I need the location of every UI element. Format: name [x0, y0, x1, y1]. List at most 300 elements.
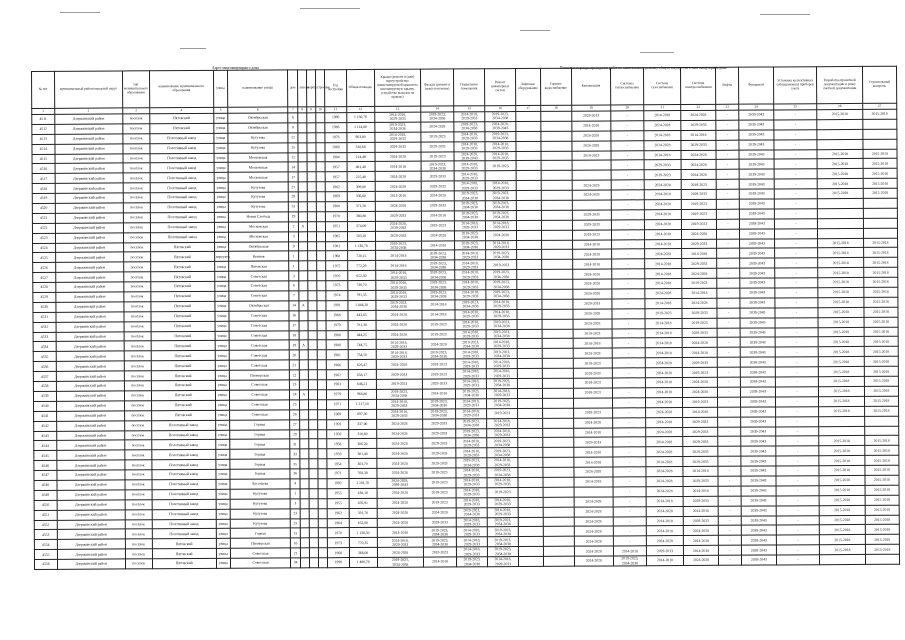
cell-basement: 2024-2028, 2039-2043	[454, 151, 485, 161]
cell-lifts: -	[716, 130, 739, 140]
cell-roof: 2024-2028	[376, 310, 422, 320]
cell-heat: -	[613, 487, 646, 497]
cell-roof: 2024-2028	[377, 488, 423, 498]
cell-hot	[541, 151, 572, 161]
cell-control: 2015-2018	[863, 258, 897, 268]
cell-heat: -	[611, 210, 644, 220]
column-number: 21	[644, 105, 681, 111]
cell-lifts: -	[718, 417, 741, 427]
cell-basement: 2019-2023, 2034-2038	[455, 240, 486, 250]
cell-settlement: Полотняный завод	[150, 133, 214, 143]
cell-empty	[316, 212, 325, 222]
cell-hot	[542, 299, 573, 309]
cell-meters: -	[776, 535, 819, 545]
cell-roof: 2024-2028	[376, 359, 422, 369]
cell-empty	[308, 409, 317, 419]
cell-hot	[542, 388, 573, 398]
cell-year: 1958	[327, 439, 349, 449]
cell-design: 2015-2018	[818, 268, 863, 278]
cell-facade: 2019-2023, 2034-2038	[423, 537, 456, 547]
cell-type: посёлок	[123, 173, 150, 183]
cell-year: 1955	[327, 498, 349, 508]
cell-lift	[516, 151, 541, 161]
cell-district: Дзержинский район	[57, 539, 125, 549]
cell-gas: 2024-2028	[644, 140, 681, 150]
cell-year: 1955	[327, 488, 349, 498]
cell-area: 371,50	[347, 201, 375, 211]
cell-design	[819, 416, 864, 426]
column-number: 22	[681, 104, 716, 110]
cell-area: 318,60	[347, 142, 375, 152]
cell-house: 1	[290, 489, 300, 499]
cell-street: Новая Слобода	[228, 212, 288, 222]
cell-eng: 2019-2023, 2034-2038	[487, 398, 518, 408]
cell-settlement: Пятовский	[149, 113, 213, 123]
cell-street_type: улица	[216, 499, 230, 509]
cell-basement: 2014-2018, 2029-2033	[456, 438, 487, 448]
cell-house: 17	[289, 321, 299, 331]
cell-lift	[517, 299, 542, 309]
cell-roof: 2024-2028	[376, 458, 422, 468]
cell-id: 4540	[34, 401, 57, 411]
cell-district: Дзержинский район	[55, 213, 123, 223]
cell-gas: 2014-2018	[644, 190, 681, 200]
cell-type: посёлок	[125, 470, 152, 480]
cell-lifts: -	[717, 268, 740, 278]
column-header: улица	[213, 70, 228, 107]
cell-control	[865, 554, 899, 564]
cell-design: 2015-2018	[819, 465, 864, 475]
cell-type: посёлок	[124, 401, 151, 411]
cell-meters: -	[775, 367, 818, 377]
cell-area: 903,00	[347, 132, 375, 142]
cell-area: 646,21	[348, 379, 376, 389]
cell-eng: 2014-2018, 2029-2033	[486, 388, 517, 398]
cell-design: 2015-2018	[819, 376, 864, 386]
cell-found: 2039-2043	[739, 159, 774, 169]
cell-house: 26	[290, 410, 300, 420]
cell-type: посёлок	[123, 134, 150, 144]
cell-street: Советская	[229, 350, 289, 360]
cell-lit	[298, 142, 306, 152]
column-number: 14	[421, 106, 454, 112]
cell-meters: -	[774, 149, 817, 159]
cell-meters: -	[775, 248, 818, 258]
cell-facade: 2029-2033	[423, 428, 456, 438]
cell-roof: 2024-2028	[377, 518, 423, 528]
cell-meters: -	[776, 555, 819, 565]
cell-control: 2015-2018	[865, 525, 899, 535]
column-header: Лифтовое оборудование	[515, 68, 540, 105]
cell-basement: 2014-2018, 2029-2033	[455, 250, 486, 260]
cell-hot	[543, 467, 574, 477]
cell-found: 2039-2043	[739, 248, 774, 258]
cell-basement: 2014-2018, 2029-2033	[455, 349, 486, 359]
cell-heat: -	[613, 477, 646, 487]
cell-elec: 2019-2023	[683, 397, 718, 407]
cell-district: Дзержинский район	[55, 203, 123, 213]
scan-mark	[180, 48, 206, 49]
cell-type: посёлок	[123, 232, 150, 242]
cell-found: 2039-2043	[740, 308, 775, 318]
cell-year: 1980	[325, 113, 347, 123]
cell-control	[863, 228, 897, 238]
cell-design: 2015-2018	[818, 347, 863, 357]
cell-house: 22	[289, 370, 299, 380]
cell-lift	[516, 111, 541, 121]
cell-design: 2015-2018	[819, 446, 864, 456]
cell-year: 1991	[326, 300, 348, 310]
cell-area: 337,00	[348, 419, 376, 429]
cell-empty	[307, 222, 316, 232]
cell-design: 2015-2018	[819, 505, 864, 515]
cell-gas: 2014-2018	[646, 526, 683, 536]
cell-found: 2039-2043	[741, 466, 776, 476]
cell-control: 2015-2018	[863, 267, 897, 277]
cell-type: посёлок	[125, 430, 152, 440]
cell-basement: 2014-2018, 2029-2033	[455, 359, 486, 369]
column-header: Система электроснабжения	[681, 67, 716, 104]
cell-hot	[540, 111, 571, 121]
cell-lit	[299, 271, 307, 281]
cell-type: посёлок	[123, 213, 150, 223]
cell-basement: 2014-2018, 2029-2033	[456, 478, 487, 488]
cell-street: Советская	[230, 400, 290, 410]
cell-empty	[307, 231, 316, 241]
cell-house: 21	[290, 548, 300, 558]
cell-empty	[307, 301, 316, 311]
cell-settlement: Пятовский	[150, 282, 214, 292]
cell-year: 1984	[325, 152, 347, 162]
cell-basement: 2014-2018, 2029-2033	[456, 448, 487, 458]
cell-district: Дзержинский район	[56, 371, 124, 381]
cell-hot	[543, 497, 574, 507]
cell-hot	[542, 309, 573, 319]
cell-design	[817, 129, 862, 139]
cell-design	[818, 218, 863, 228]
cell-area: 1 114,80	[347, 122, 375, 132]
column-number: 7	[288, 107, 298, 113]
cell-settlement: Полотняный завод	[152, 499, 216, 509]
cell-lifts: -	[718, 516, 741, 526]
cell-found: 2039-2043	[740, 278, 775, 288]
cell-found: 2039-2043	[741, 525, 776, 535]
cell-street_type: улица	[215, 301, 229, 311]
cell-street: Октябрьская	[228, 113, 288, 123]
cell-empty	[308, 449, 317, 459]
cell-eng: 2019-2023, 2034-2038	[487, 537, 518, 547]
cell-settlement: Пятовский	[151, 311, 215, 321]
cell-year: 1959	[327, 419, 349, 429]
cell-district: Дзержинский район	[56, 391, 124, 401]
cell-house: 36	[290, 469, 300, 479]
cell-basement: 2014-2018, 2029-2033	[456, 537, 487, 547]
cell-control: 2015-2018	[863, 248, 897, 258]
cell-lift	[518, 487, 543, 497]
cell-district: Дзержинский район	[57, 500, 125, 510]
cell-sewer: 2029-2033	[573, 437, 612, 447]
cell-street: Советская	[229, 271, 289, 281]
cell-empty	[308, 469, 317, 479]
cell-id: 4534	[33, 342, 56, 352]
cell-lit	[299, 291, 307, 301]
cell-district: Дзержинский район	[57, 480, 125, 490]
cell-year: 1978	[325, 211, 347, 221]
cell-lift	[516, 230, 541, 240]
cell-house: 27	[288, 182, 298, 192]
cell-empty	[307, 261, 316, 271]
cell-sewer: 2024-2028	[573, 309, 612, 319]
cell-street_type: улица	[216, 529, 230, 539]
cell-basement: 2019-2023, 2034-2038	[457, 557, 488, 567]
cell-empty	[308, 350, 317, 360]
cell-roof: 2019-2023, 2034-2038	[377, 557, 423, 567]
column-number: 26	[817, 103, 862, 109]
cell-sewer: 2024-2028	[574, 467, 613, 477]
cell-found: 2039-2043	[741, 486, 776, 496]
cell-lifts: -	[716, 120, 739, 130]
cell-street: Кутузова	[228, 202, 288, 212]
cell-lifts: -	[717, 249, 740, 259]
cell-sewer: 2029-2033	[573, 368, 612, 378]
cell-sewer: 2024-2028	[574, 536, 613, 546]
cell-area: 1 217,10	[348, 399, 376, 409]
cell-type: посёлок	[125, 490, 152, 500]
cell-control: 2015-2018	[863, 188, 897, 198]
cell-hot	[541, 161, 572, 171]
cell-control	[863, 139, 897, 149]
cell-street: Советская	[229, 321, 289, 331]
cell-eng: 2019-2023, 2034-2038	[486, 329, 517, 339]
cell-district: Дзержинский район	[56, 440, 124, 450]
cell-street: Кутузова	[228, 192, 288, 202]
cell-year: 1951	[325, 221, 347, 231]
cell-lit	[301, 558, 309, 568]
cell-sewer: 2024-2028	[573, 418, 612, 428]
cell-control: 2015-2018	[865, 495, 899, 505]
cell-id: 4533	[33, 332, 56, 342]
cell-street_type: улица	[214, 143, 228, 153]
cell-heat: -	[611, 180, 644, 190]
cell-empty	[309, 538, 318, 548]
cell-settlement: Полотняный завод	[150, 222, 214, 232]
cell-basement: 2014-2018, 2029-2033	[454, 132, 485, 142]
cell-basement: 2014-2018, 2029-2033	[456, 488, 487, 498]
cell-heat: -	[611, 239, 644, 249]
cell-empty	[316, 113, 325, 123]
cell-area: 214,40	[347, 152, 375, 162]
cell-elec: 2024-2028	[681, 110, 716, 120]
cell-empty	[309, 528, 318, 538]
cell-basement: 2014-2018, 2029-2033	[455, 270, 486, 280]
cell-eng: 2014-2018, 2029-2033	[487, 557, 518, 567]
cell-empty	[309, 518, 318, 528]
cell-house: 14	[288, 162, 298, 172]
cell-type: посёлок	[123, 223, 150, 233]
cell-district: Дзержинский район	[55, 163, 123, 173]
cell-sewer: 2014-2018	[574, 477, 613, 487]
cell-id: 4516	[32, 164, 55, 174]
cell-found: 2039-2043	[741, 496, 776, 506]
cell-district: Дзержинский район	[57, 519, 125, 529]
cell-meters: -	[775, 317, 818, 327]
cell-type: посёлок	[124, 420, 151, 430]
cell-house: 1	[289, 261, 299, 271]
cell-lift	[518, 458, 543, 468]
cell-gas: 2014-2018	[646, 437, 683, 447]
cell-district: Дзержинский район	[56, 421, 124, 431]
cell-eng: 2019-2023, 2034-2038	[485, 191, 516, 201]
cell-hot	[542, 418, 573, 428]
cell-heat: -	[611, 140, 644, 150]
cell-roof: 2019-2023, 2034-2038	[374, 122, 420, 132]
cell-roof: 2014-2018, 2029-2033	[376, 340, 422, 350]
cell-gas: 2014-2018	[644, 209, 681, 219]
cell-street_type: улица	[215, 400, 229, 410]
cell-settlement: Полотняный завод	[152, 509, 216, 519]
cell-found: 2039-2043	[741, 426, 776, 436]
cell-year: 1968	[326, 251, 348, 261]
cell-empty	[307, 291, 316, 301]
cell-lift	[518, 448, 543, 458]
cell-roof: 2024-2028, 2039-2043	[377, 478, 423, 488]
cell-area: 744,75	[348, 340, 376, 350]
cell-area: 1 130,70	[346, 112, 374, 122]
column-headers	[32, 66, 897, 108]
cell-street_type: улица	[214, 232, 228, 242]
cell-facade: 2019-2023	[423, 468, 456, 478]
cell-year: 1960	[325, 142, 347, 152]
cell-eng: 2019-2023, 2034-2038	[487, 527, 518, 537]
cell-gas: 2014-2018	[644, 229, 681, 239]
cell-id: 4554	[34, 540, 57, 550]
cell-district: Дзержинский район	[57, 559, 125, 569]
cell-hot	[541, 260, 572, 270]
cell-house: 6	[288, 113, 298, 123]
cell-district: Дзержинский район	[55, 154, 123, 164]
cell-area: 481,40	[347, 162, 375, 172]
cell-settlement: Пятовский	[152, 539, 216, 549]
cell-lift	[517, 378, 542, 388]
cell-district: Дзержинский район	[56, 292, 124, 302]
column-header: литера	[298, 70, 306, 107]
cell-roof: 2019-2023, 2034-2038	[375, 241, 421, 251]
cell-id: 4513	[32, 134, 55, 144]
cell-type: посёлок	[124, 282, 151, 292]
cell-empty	[307, 182, 316, 192]
cell-house: 1	[289, 251, 299, 261]
cell-hot	[543, 556, 574, 566]
cell-heat: -	[612, 368, 645, 378]
cell-year: 1971	[327, 469, 349, 479]
cell-street_type: улица	[213, 123, 227, 133]
cell-empty	[308, 479, 317, 489]
cell-eng: 2019-2023	[487, 408, 518, 418]
cell-gas: 2014-2018	[645, 338, 682, 348]
cell-gas: 2014-2018	[644, 111, 681, 121]
column-header: Общая площадь	[346, 69, 374, 106]
cell-eng: 2019-2023, 2034-2038	[486, 270, 517, 280]
cell-basement: 2019-2023, 2034-2038	[456, 428, 487, 438]
column-header: Канализация	[571, 68, 610, 105]
cell-gas: 2014-2018	[645, 298, 682, 308]
cell-found: 2039-2043	[741, 535, 776, 545]
cell-eng: 2019-2023, 2034-2038	[486, 280, 517, 290]
cell-street_type: улица	[216, 459, 230, 469]
cell-meters: -	[776, 406, 819, 416]
cell-basement: 2014-2018, 2029-2033	[456, 497, 487, 507]
cell-id: 4526	[33, 263, 56, 273]
column-number: 19	[571, 105, 610, 111]
cell-lit	[299, 330, 307, 340]
cell-area: 697,30	[348, 409, 376, 419]
cell-year: 1970	[326, 271, 348, 281]
cell-settlement: Пятовский	[150, 252, 214, 262]
cell-year: 1960	[327, 548, 349, 558]
cell-found: 2039-2043	[740, 417, 775, 427]
cell-hot	[541, 141, 572, 151]
cell-lit	[299, 321, 307, 331]
cell-empty	[318, 459, 327, 469]
cell-house: 3	[288, 232, 298, 242]
column-header: строение	[315, 70, 325, 107]
cell-empty	[317, 330, 326, 340]
cell-design: 2015-2018	[820, 525, 865, 535]
cell-area: 360,80	[347, 211, 375, 221]
cell-area: 1 400,70	[349, 557, 377, 567]
cell-street_type: улица	[215, 341, 229, 351]
cell-sewer: 2019-2023	[573, 388, 612, 398]
cell-district: Дзержинский район	[55, 173, 123, 183]
cell-empty	[317, 429, 326, 439]
cell-meters: -	[776, 466, 819, 476]
cell-control: 2015-2018	[864, 366, 898, 376]
cell-lifts: -	[717, 288, 740, 298]
cell-basement: 2019-2023, 2034-2038	[454, 201, 485, 211]
cell-eng: 2019-2023, 2034-2038	[486, 379, 517, 389]
cell-roof: 2014-2018, 2029-2033	[374, 112, 420, 122]
cell-empty	[316, 172, 325, 182]
column-header: муниципальный район/городской округ	[54, 71, 122, 108]
cell-lifts: -	[717, 278, 740, 288]
scan-mark	[60, 12, 100, 13]
cell-empty	[307, 202, 316, 212]
cell-heat: -	[611, 249, 644, 259]
cell-lifts: -	[718, 446, 741, 456]
cell-lift	[518, 477, 543, 487]
cell-street: Советская	[229, 331, 289, 341]
cell-empty	[308, 390, 317, 400]
column-number: 5	[213, 107, 227, 113]
cell-hot	[541, 269, 572, 279]
cell-settlement: Полотняный завод	[151, 420, 215, 430]
cell-district: Дзержинский район	[54, 114, 122, 124]
cell-sewer: 2014-2018	[573, 447, 612, 457]
cell-gas: 2014-2018	[645, 328, 682, 338]
cell-hot	[541, 240, 572, 250]
cell-facade: 2014-2018	[421, 211, 454, 221]
cell-lit	[300, 459, 308, 469]
cell-lit	[299, 311, 307, 321]
cell-lifts: -	[718, 496, 741, 506]
cell-sewer: 2024-2028	[573, 319, 612, 329]
cell-meters: -	[774, 179, 817, 189]
cell-facade: 2019-2023	[423, 498, 456, 508]
cell-year: 1962	[327, 508, 349, 518]
cell-found: 2039-2043	[741, 506, 776, 516]
cell-control: 2015-2018	[863, 277, 897, 287]
cell-facade: 2014-2018	[422, 310, 455, 320]
